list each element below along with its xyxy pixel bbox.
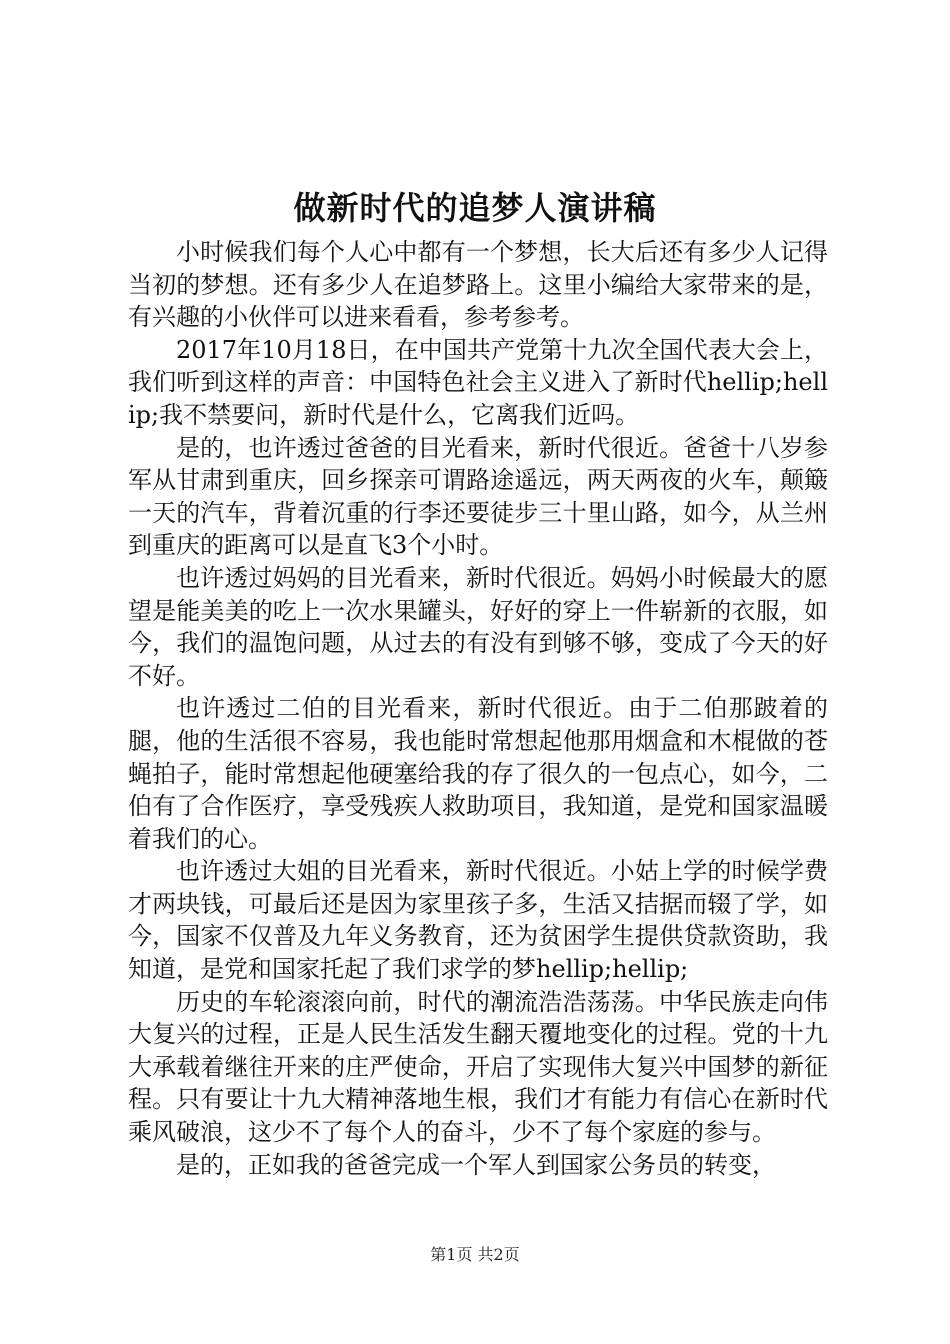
- document-body: [128, 236, 828, 1181]
- page-title: 做新时代的追梦人演讲稿: [293, 189, 657, 227]
- paragraph-1: 小时候我们每个人心中都有一个梦想，长大后还有多少人记得当初的梦想。还有多少人在追梦路上。这里小编给大家带来的是，有兴趣的小伙伴可以进来看看，参考参考。: [128, 238, 828, 332]
- paragraph-3: 是的，也许透过爸爸的目光看来，新时代很近。爸爸十八岁参军从甘肃到重庆，回乡探亲可谓路途遥远，两天两夜的火车，颠簸一天的汽车，背着沉重的行李还要徒步三十里山路，如今，从兰州到重庆的距离可以是直飞3个小时。: [128, 433, 828, 560]
- paragraph-7: 历史的车轮滚滚向前，时代的潮流浩浩荡荡。中华民族走向伟大复兴的过程，正是人民生活发生翻天覆地变化的过程。党的十九大承载着继往开来的庄严使命，开启了实现伟大复兴中国梦的新征程。只有要让十九大精神落地生根，我们才有能力有信心在新时代乘风破浪，这少不了每个人的奋斗，少不了每个家庭的参与。: [128, 987, 828, 1147]
- paragraph-5: 也许透过二伯的目光看来，新时代很近。由于二伯那跛着的腿，他的生活很不容易，我也能时常想起他那用烟盒和木棍做的苍蝇拍子，能时常想起他硬塞给我的存了很久的一包点心，如今，二伯有了合作医疗，享受残疾人救助项目，我知道，是党和国家温暖着我们的心。: [128, 694, 828, 853]
- paragraph-8: 是的，正如我的爸爸完成一个军人到国家公务员的转变，: [176, 1150, 776, 1179]
- paragraph-6: 也许透过大姐的目光看来，新时代很近。小姑上学的时候学费才两块钱，可最后还是因为家里孩子多，生活又拮据而辍了学，如今，国家不仅普及九年义务教育，还为贫困学生提供贷款资助，我知道，是党和国家托起了我们求学的梦hellip;hellip;: [128, 857, 828, 984]
- paragraph-2: 2017年10月18日，在中国共产党第十九次全国代表大会上，我们听到这样的声音：中国特色社会主义进入了新时代hellip;hellip;我不禁要问，新时代是什么，它离我们近吗。: [128, 335, 828, 429]
- page-footer: 第1页 共2页: [430, 1245, 520, 1264]
- paragraph-4: 也许透过妈妈的目光看来，新时代很近。妈妈小时候最大的愿望是能美美的吃上一次水果罐头，好好的穿上一件崭新的衣服，如今，我们的温饱问题，从过去的有没有到够不够，变成了今天的好不好。: [128, 563, 828, 690]
